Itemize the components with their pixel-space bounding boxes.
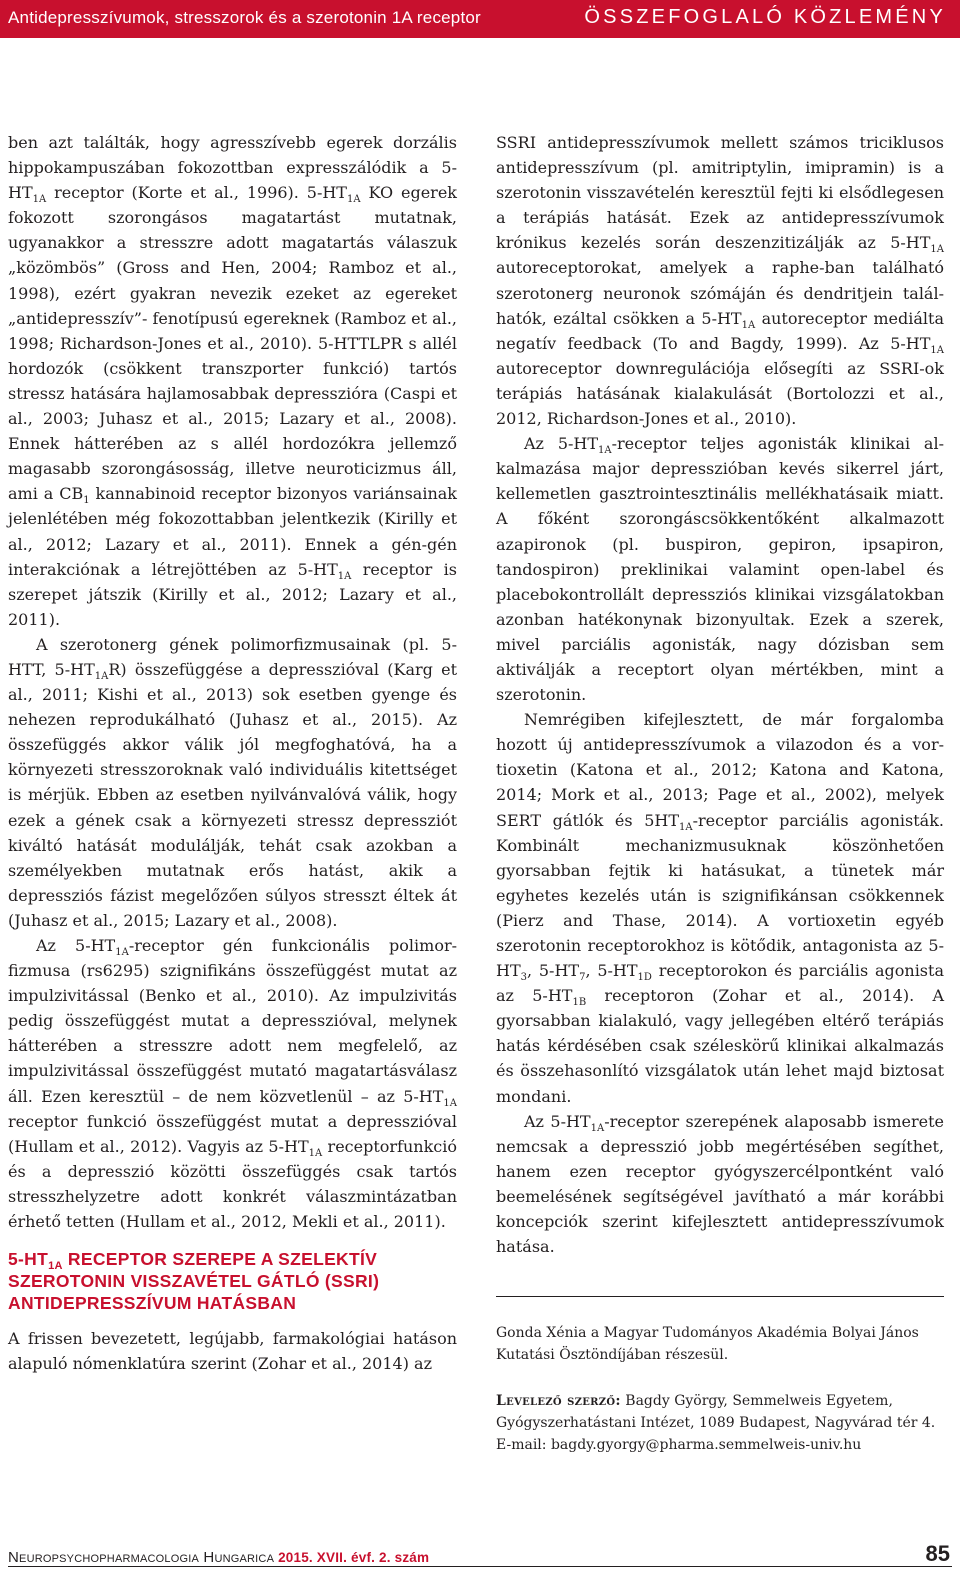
- footer: [8, 1549, 429, 1566]
- text-run: receptorokon és parciális agonista az 5-HT: [496, 961, 944, 1006]
- subscript: 1A: [308, 1147, 323, 1159]
- subscript: 1A: [443, 1097, 457, 1109]
- correspondence-text: Bagdy György, Semmelweis Egyetem, Gyógyszerhatástani Intézet, 1089 Budapest, Nagyvárad tér 4. E-mail: bagdy.gyorgy@pharma.semmelweis-univ.hu: [496, 1393, 936, 1453]
- paragraph: [8, 130, 457, 632]
- right-column-text: [496, 130, 944, 1259]
- text-run: A frissen bevezetett, legújabb, farmakológiai hatáson alapuló nómenklatúra szerint (Zohar et al., 2014) az: [8, 1329, 457, 1374]
- text-run: Az 5-HT: [524, 1111, 591, 1131]
- text-run: Az 5-HT: [524, 434, 599, 454]
- text-run: SSRI antidepresszívumok mellett számos triciklusos antidepresszívum (pl. amitriptylin, imipramin) is a szerotonin visszavételén keresztül fejti ki elsődlegesen a terápiás hatását. Ezek az antidepresszívumok krónikus kezelés során deszenzitizálják az 5-HT: [496, 133, 944, 253]
- subscript: 1A: [590, 1122, 605, 1134]
- text-run: receptoron (Zohar et al., 2014). A gyorsabban kialakuló, vagy jellegében eltérő terápiás hatás kérdésében csak széleskörű klinikai alkalmazás és összehasonlító vizsgálatok után lehet majd biztosat mondani.: [496, 986, 945, 1106]
- text-run: autoreceptor mediálta negatív feedback (To and Bagdy, 1999). Az 5-HT: [496, 308, 945, 353]
- subscript: 1A: [115, 947, 129, 958]
- subscript: 3: [520, 972, 527, 984]
- subscript: 1A: [94, 670, 109, 682]
- text-run: Az 5-HT: [36, 936, 116, 955]
- funding-note: Gonda Xénia a Magyar Tudományos Akadémia Bolyai János Kutatási Ösztöndíjában részesül.: [496, 1325, 919, 1363]
- text-run: receptor (Korte et al., 1996). 5-HT: [46, 183, 347, 203]
- journal-name: Neuropsychopharmacologia Hungarica: [8, 1549, 275, 1566]
- text-run: -receptor parciális agonisták. Kombinált mechanizmusuknak köszönhetően gyorsabban fejtik ki hatásukat, a tünetek már egyhetes kezelés után is szignifikánsan csökkennek (Pierz and Thase, 2014). A vortioxetin egyéb szerotonin receptorokhoz is kötődik, antagonista az 5-HT: [496, 810, 944, 981]
- subscript: 1A: [930, 244, 944, 256]
- running-header: [0, 0, 960, 38]
- paragraph: [8, 933, 457, 1234]
- right-column: [496, 130, 944, 1259]
- text-run: RECEPTOR SZEREPE A SZELEKTÍV SZEROTONIN VISSZAVÉTEL GÁTLÓ (SSRI) ANTIDEPRESSZÍVUM HATÁSBAN: [8, 1249, 380, 1314]
- section-label: ÖSSZEFOGLALÓ KÖZLEMÉNY: [584, 6, 946, 28]
- left-column: [8, 130, 457, 1376]
- running-title: Antidepresszívumok, stresszorok és a szerotonin 1A receptor: [8, 8, 481, 27]
- text-run: 5-HT: [8, 1249, 49, 1270]
- text-run: -receptor szerepének alaposabb ismerete nemcsak a depresszió jobb megértésében segíthet, hanem ezen receptor gyógyszercélpontként való beemelésének segítségével javítható a már korábbi koncepciók szerint kifejlesztett antidepresszívumok hatása.: [496, 1111, 945, 1257]
- subscript: 1A: [930, 344, 944, 356]
- subscript: 1D: [637, 972, 652, 984]
- text-run: A szerotonerg gének polimorfizmusainak (pl. 5-HTT, 5-HT: [8, 634, 457, 679]
- subscript: 1A: [337, 570, 352, 582]
- subscript: 1A: [48, 1260, 63, 1273]
- left-column-text: [8, 130, 457, 1234]
- paragraph: [8, 1326, 457, 1376]
- page-number: 85: [925, 1541, 950, 1566]
- text-run: -receptor gén funkcionális polimorfizmusa (rs6295) szignifikáns összefüggést mutat az impulzivitással (Benko et al., 2010). Az impulzivitás pedig összefüggést mutat a depresszióval, melynek hátterében a stresszre adott nem megfelelő, az impulzivitással összefüggést mutató magatartásválasz áll. Ezen keresztül – de nem közvetlenül – az 5-HT: [8, 936, 457, 1106]
- paragraph: [8, 632, 457, 933]
- text-run: autoreceptor downregulációja elősegíti az SSRI-ok terápiás hatásának kialakulását (Bortolozzi et al., 2012, Richardson-Jones et al., 2010).: [496, 358, 944, 429]
- text-run: R) összefüggése a depresszióval (Karg et al., 2011; Kishi et al., 2013) sok esetben gyenge és nehezen reprodukálható (Juhasz et al., 2015). Az összefüggés akkor válik jól megfoghatóvá, ha a környezeti stresszoroknak való individuális kitettséget is mérjük. Ebben az esetben nyilvánvalóvá válik, hogy ezek a gének csak a környezeti stressz depressziót kiváltó hatását modulálják, tehát csak azokban a személyekben mutatnak erős hatást, akik a depressziós fázist megelőzően súlyos stresszt éltek át (Juhasz et al., 2015; Lazary et al., 2008).: [8, 659, 457, 930]
- subscript: 7: [579, 972, 586, 984]
- paragraph: [496, 431, 944, 707]
- subscript: 1A: [598, 445, 612, 457]
- subscript: 1A: [32, 194, 47, 206]
- text-run: ben azt találták, hogy agresszívebb egerek dorzális hippokampuszában fokozottban expresszálódik a 5-HT: [8, 133, 457, 203]
- subscript: 1A: [346, 194, 361, 206]
- paragraph: [496, 130, 944, 431]
- text-run: autoreceptorokat, amelyek a raphe-ban található szerotonerg neuronok szómáján és dendritjein találhatók, ezáltal csökken a 5-HT: [496, 258, 944, 328]
- text-run: -receptor teljes agonisták klinikai alkalmazása major depresszióban kevés sikerrel járt, kellemetlen gasztrointesztinális mellékhatásaik miatt. A főként szorongáscsökkentőként alkalmazott azapironok (pl. buspiron, gepiron, ipsapiron, tandospiron) preklinikai valamint open-label és placebokontrollált depressziós klinikai vizsgálatokban azonban hatékonynak bizonyultak. Ezek a szerek, mivel parciális agonisták, nagy dózisban sem aktiválják a receptort olyan mértékben, mint a szerotonin.: [496, 434, 944, 705]
- text-run: Nemrégiben kifejlesztett, de már forgalomba hozott új antidepresszívumok a vilazodon és a vortioxetin (Katona et al., 2012; Katona and Katona, 2014; Mork et al., 2013; Page et al., 2002), melyek SERT gátlók és 5HT: [496, 710, 944, 830]
- text-run: receptor is szerepet játszik (Kirilly et al., 2012; Lazary et al., 2011).: [8, 559, 457, 629]
- paragraph: [496, 1109, 944, 1260]
- subscript: 1: [83, 495, 90, 507]
- correspondence-label: Levelező szerző:: [496, 1393, 621, 1409]
- text-run: , 5-HT: [527, 961, 580, 981]
- footer-rule: [8, 1566, 952, 1567]
- section-heading: [8, 1248, 457, 1314]
- text-run: receptorfunkció és a depresszió közötti összefüggés csak tartós stresszhelyzetre adott konkrét válaszmintázatban érhető tetten (Hullam et al., 2012, Mekli et al., 2011).: [8, 1136, 457, 1232]
- correspondence-note: [496, 1390, 944, 1456]
- issue-info: 2015. XVII. évf. 2. szám: [278, 1550, 430, 1565]
- paragraph: [496, 707, 944, 1109]
- left-column-text-after-heading: [8, 1326, 457, 1376]
- text-run: KO egerek fokozott szorongásos magatartást mutatnak, ugyanakkor a stresszre adott magatartás válaszuk „közömbös” (Gross and Hen, 2004; Ramboz et al., 1998), ezért gyakran nevezik ezeket az egereket „antidepresszív”- fenotípusú egereknek (Ramboz et al., 1998; Richardson-Jones et al., 2010). 5-HTTLPR s allél hordozók (csökkent transzporter funkció) tartós stressz hatására hajlamosabbak depresszióra (Caspi et al., 2003; Juhasz et al., 2015; Lazary et al., 2008). Ennek hátterében az s allél hordozókra jellemző magasabb szorongásosság, illetve neuroticizmus áll, ami a CB: [8, 183, 457, 504]
- subscript: 1A: [741, 319, 756, 331]
- subscript: 1A: [679, 821, 693, 833]
- subscript: 1B: [572, 997, 587, 1009]
- text-run: receptor funkció összefüggést mutat a depresszióval (Hullam et al., 2012). Vagyis az 5-HT: [8, 1111, 457, 1156]
- notes-divider: [496, 1296, 944, 1297]
- text-run: kannabinoid receptor bizonyos variánsainak jelenlétében még fokozottabban jelentkezik (Kirilly et al., 2012; Lazary et al., 2011). Ennek a gén-gén interakciónak a létrejöttében az 5-HT: [8, 484, 457, 579]
- text-run: , 5-HT: [585, 961, 638, 981]
